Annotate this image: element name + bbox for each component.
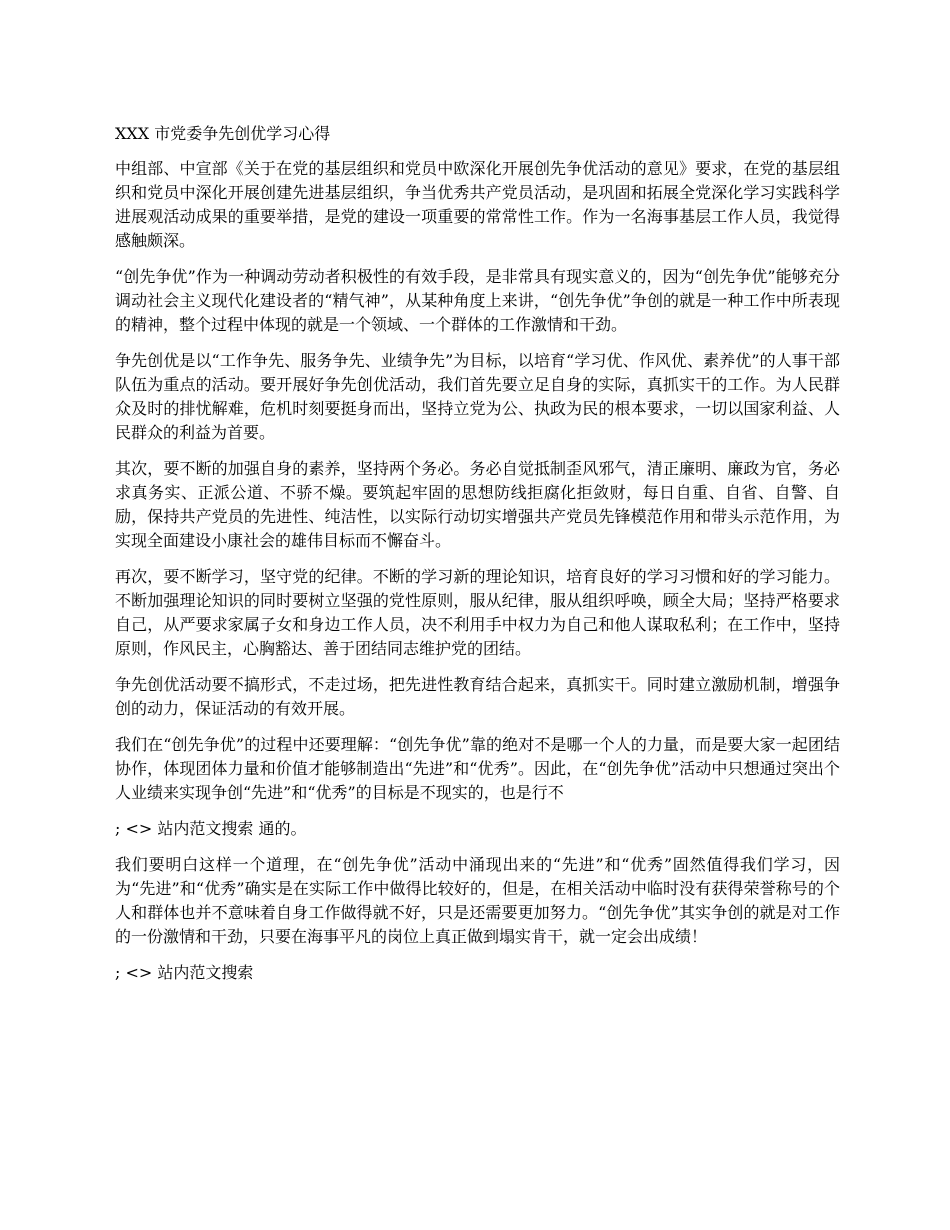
paragraph-3: 争先创优是以“工作争先、服务争先、业绩争先”为目标，以培育“学习优、作风优、素养优”的人事干部队伍为重点的活动。要开展好争先创优活动，我们首先要立足自身的实际，真抓实干的工作。为人民群众及时的排忧解难，危机时刻要挺身而出，坚持立党为公、执政为民的根本要求，一切以国家利益、人民群众的利益为首要。	[115, 351, 840, 442]
paragraph-8: 我们要明白这样一个道理，在“创先争优”活动中涌现出来的“先进”和“优秀”固然值得我们学习，因为“先进”和“优秀”确实是在实际工作中做得比较好的，但是，在相关活动中临时没有获得荣誉称号的个人和群体也并不意味着自身工作做得就不好，只是还需要更加努力。“创先争优”其实争创的就是对工作的一份激情和干劲，只要在海事平凡的岗位上真正做到塌实肯干，就一定会出成绩！	[115, 855, 840, 946]
paragraph-7: 我们在“创先争优”的过程中还要理解：“创先争优”靠的绝对不是哪一个人的力量，而是要大家一起团结协作，体现团体力量和价值才能够制造出“先进”和“优秀”。因此，在“创先争优”活动中只想通过突出个人业绩来实现争创“先进”和“优秀”的目标是不现实的，也是行不	[115, 735, 840, 802]
site-search-footer: ; <> 站内范文搜索	[115, 963, 254, 982]
document-title: XXX 市党委争先创优学习心得	[115, 124, 331, 143]
paragraph-5: 再次，要不断学习，坚守党的纪律。不断的学习新的理论知识，培育良好的学习习惯和好的学习能力。不断加强理论知识的同时要树立坚强的党性原则，服从纪律，服从组织呼唤，顾全大局；坚持严格要求自己，从严要求家属子女和身边工作人员，决不利用手中权力为自己和他人谋取私利；在工作中，坚持原则，作风民主，心胸豁达、善于团结同志维护党的团结。	[115, 567, 840, 658]
document-body	[115, 122, 840, 985]
paragraph-1: 中组部、中宣部《关于在党的基层组织和党员中欧深化开展创先争优活动的意见》要求，在党的基层组织和党员中深化开展创建先进基层组织，争当优秀共产党员活动，是巩固和拓展全党深化学习实践科学进展观活动成果的重要举措，是党的建设一项重要的常常性工作。作为一名海事基层工作人员，我觉得感触颇深。	[115, 159, 840, 250]
site-search-line: ; <> 站内范文搜索 通的。	[115, 819, 307, 838]
paragraph-2: “创先争优”作为一种调动劳动者积极性的有效手段，是非常具有现实意义的，因为“创先争优”能够充分调动社会主义现代化建设者的“精气神”，从某种角度上来讲，“创先争优”争创的就是一种工作中所表现的精神，整个过程中体现的就是一个领域、一个群体的工作激情和干劲。	[115, 267, 840, 334]
paragraph-6: 争先创优活动要不搞形式，不走过场，把先进性教育结合起来，真抓实干。同时建立激励机制，增强争创的动力，保证活动的有效开展。	[115, 675, 840, 718]
paragraph-4: 其次，要不断的加强自身的素养，坚持两个务必。务必自觉抵制歪风邪气，清正廉明、廉政为官，务必求真务实、正派公道、不骄不燥。要筑起牢固的思想防线拒腐化拒敛财，每日自重、自省、自警、自励，保持共产党员的先进性、纯洁性，以实际行动切实增强共产党员先锋模范作用和带头示范作用，为实现全面建设小康社会的雄伟目标而不懈奋斗。	[115, 459, 840, 550]
